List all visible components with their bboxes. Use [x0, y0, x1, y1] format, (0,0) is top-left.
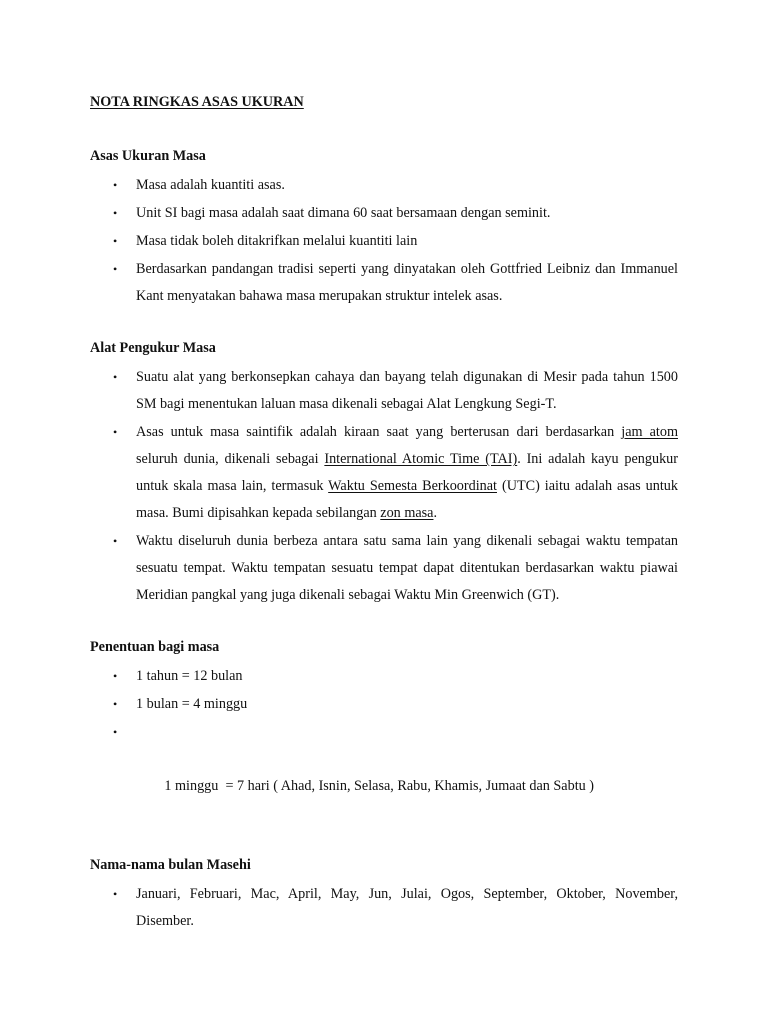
list-item — [90, 691, 678, 718]
list-item-text-part: seluruh dunia, dikenali sebagai — [136, 451, 325, 467]
list-item — [90, 200, 678, 227]
list-item-text: 1 minggu = 7 hari ( Ahad, Isnin, Selasa, Rabu, Khamis, Jumaat dan Sabtu ) — [164, 778, 594, 794]
list-item-text: 1 bulan = 4 minggu — [136, 696, 248, 712]
document-page — [90, 90, 678, 961]
bullet-icon: • — [113, 234, 118, 248]
list-item — [90, 719, 678, 827]
section-heading: Nama-nama bulan Masehi — [90, 857, 251, 873]
bullet-icon: • — [113, 370, 118, 384]
link-waktu-semesta-berkoordinat[interactable]: Waktu Semesta Berkoordinat — [328, 478, 497, 494]
list-item-text: Masa tidak boleh ditakrifkan melalui kuantiti lain — [136, 233, 418, 249]
bullet-icon: • — [113, 669, 118, 683]
list-item-text: Suatu alat yang berkonsepkan cahaya dan bayang telah digunakan di Mesir pada tahun 1500 SM bagi menentukan laluan masa dikenali sebagai Alat Lengkung Segi-T. — [136, 369, 678, 412]
section-heading: Alat Pengukur Masa — [90, 340, 216, 356]
link-international-atomic-time[interactable]: International Atomic Time (TAI) — [324, 451, 518, 467]
list-item-text: 1 tahun = 12 bulan — [136, 668, 243, 684]
bullet-icon: • — [113, 725, 118, 739]
link-jam-atom[interactable]: jam atom — [621, 424, 678, 440]
list-item — [90, 881, 678, 935]
section-heading: Penentuan bagi masa — [90, 639, 220, 655]
list-item-text: Waktu diseluruh dunia berbeza antara satu sama lain yang dikenali sebagai waktu tempatan sesuatu tempat. Waktu tempatan sesuatu tempat dapat ditentukan berdasarkan waktu piawai Meridian pangkal yang juga dikenali sebagai Waktu Min Greenwich (GT). — [136, 533, 678, 603]
bullet-icon: • — [113, 534, 118, 548]
bullet-list — [90, 881, 678, 935]
document-title: NOTA RINGKAS ASAS UKURAN — [90, 94, 304, 110]
list-item-text: Masa adalah kuantiti asas. — [136, 177, 285, 193]
bullet-icon: • — [113, 697, 118, 711]
link-zon-masa[interactable]: zon masa — [380, 505, 434, 521]
list-item — [90, 663, 678, 690]
list-item-text-part: . Ini adalah kayu pengukur untuk skala masa lain, termasuk — [136, 451, 678, 494]
bullet-list — [90, 172, 678, 310]
bullet-icon: • — [113, 262, 118, 276]
bullet-icon: • — [113, 887, 118, 901]
list-item — [90, 364, 678, 418]
list-item-text-part: (UTC) iaitu adalah asas untuk masa. Bumi dipisahkan kepada sebilangan — [136, 478, 678, 521]
section-nama-bulan-masehi — [90, 853, 678, 935]
list-item — [90, 256, 678, 310]
bullet-list — [90, 663, 678, 827]
section-heading: Asas Ukuran Masa — [90, 148, 206, 164]
list-item — [90, 528, 678, 609]
list-item-text-part: Asas untuk masa saintifik adalah kiraan saat yang berterusan dari berdasarkan — [136, 424, 622, 440]
bullet-icon: • — [113, 178, 118, 192]
section-alat-pengukur-masa — [90, 336, 678, 609]
list-item-text: Berdasarkan pandangan tradisi seperti yang dinyatakan oleh Gottfried Leibniz dan Immanuel Kant menyatakan bahawa masa merupakan struktur intelek asas. — [136, 261, 678, 304]
list-item — [90, 228, 678, 255]
list-item-text: Unit SI bagi masa adalah saat dimana 60 saat bersamaan dengan seminit. — [136, 205, 551, 221]
bullet-list — [90, 364, 678, 609]
section-penentuan-bagi-masa — [90, 635, 678, 827]
list-item — [90, 172, 678, 199]
bullet-icon: • — [113, 425, 118, 439]
list-item-text: Januari, Februari, Mac, April, May, Jun, Julai, Ogos, September, Oktober, November, Disember. — [136, 886, 678, 929]
list-item — [90, 419, 678, 527]
list-item-text-part: . — [433, 505, 438, 521]
section-asas-ukuran-masa — [90, 144, 678, 310]
bullet-icon: • — [113, 206, 118, 220]
